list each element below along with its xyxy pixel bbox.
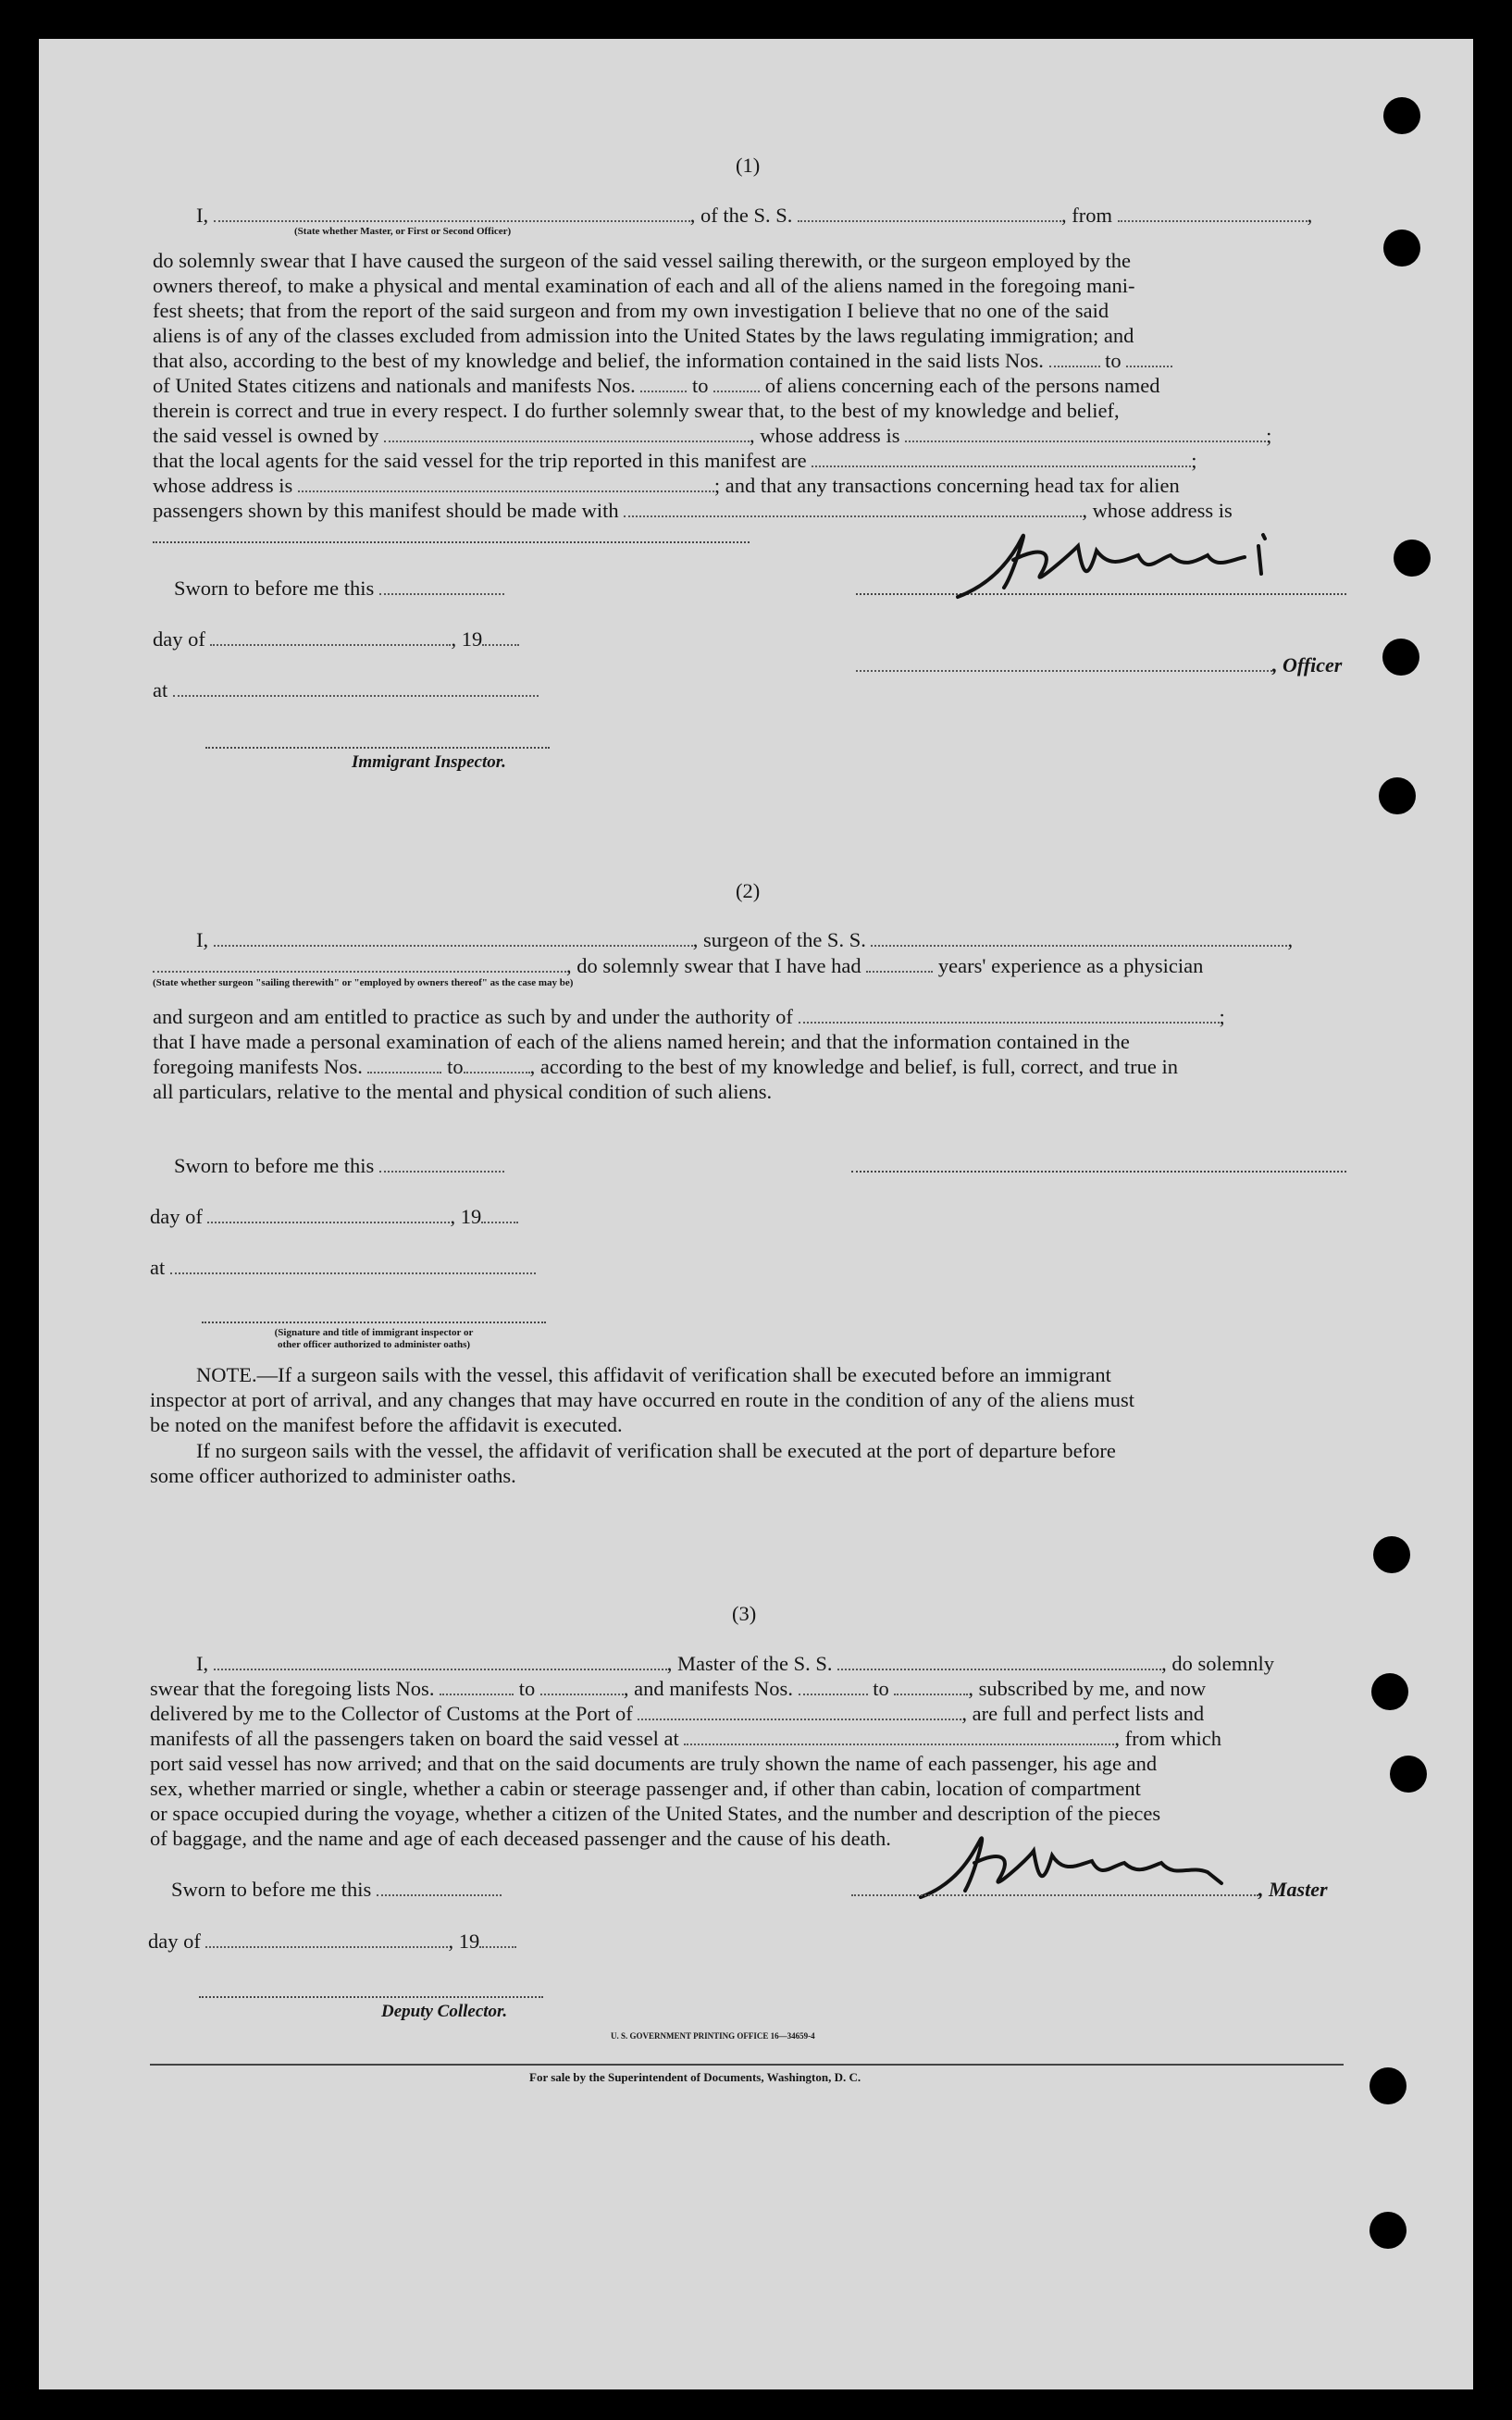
manifests-from-field[interactable]: [799, 1677, 868, 1695]
owner-address-field[interactable]: [905, 424, 1266, 442]
section-2-body-line: that I have made a personal examination of each of the aliens named herein; and that the information contained in the: [153, 1030, 1130, 1053]
section-1-line-i: I, , of the S. S. , from ,: [196, 204, 1313, 227]
section-3-port-line: [150, 1701, 1204, 1726]
from-which-text: , from which: [1114, 1727, 1221, 1750]
section-3-line-i: [196, 1651, 1274, 1676]
manifests-from-field[interactable]: [367, 1055, 441, 1073]
owned-by-text: the said vessel is owned by: [153, 424, 379, 447]
footer-rule: [150, 2064, 1344, 2066]
punch-hole: [1379, 777, 1416, 814]
master-name-field[interactable]: [214, 1652, 667, 1670]
section-1-sworn: [174, 576, 504, 601]
master-label: , Master: [1258, 1878, 1328, 1901]
section-3-body-line: port said vessel has now arrived; and that on the said documents are truly shown the name of each passenger, his age and: [150, 1752, 1158, 1775]
section-1-day-of: [153, 627, 519, 652]
signature-hint-line: (Signature and title of immigrant inspector or: [274, 1327, 474, 1338]
section-3-master: [851, 1877, 1328, 1902]
section-2-sworn: [174, 1153, 504, 1178]
sworn-label: Sworn to before me this: [174, 1154, 375, 1177]
place-field[interactable]: [173, 678, 539, 697]
section-3-vessel-at-line: [150, 1726, 1221, 1751]
year-label: , 19: [450, 1205, 482, 1228]
full-perfect-text: , are full and perfect lists and: [961, 1702, 1205, 1725]
head-tax-party-field[interactable]: [624, 499, 1082, 517]
opening-i: I,: [196, 204, 209, 227]
do-solemnly-text: , do solemnly: [1161, 1652, 1274, 1675]
day-of-label: day of: [148, 1930, 201, 1953]
surgeon-signature-line[interactable]: [851, 1171, 1346, 1173]
year-field[interactable]: [481, 1205, 518, 1223]
inspector-signature-field[interactable]: [202, 1322, 546, 1323]
section-1-body-line: owners thereof, to make a physical and mental examination of each and all of the aliens named in the foregoing mani-: [153, 274, 1135, 297]
section-1-agents-line: that the local agents for the said vessel for the trip reported in this manifest are ;: [153, 449, 1197, 472]
section-3-lists-line: [150, 1676, 1206, 1701]
authority-field[interactable]: [799, 1005, 1220, 1024]
manifests-text: of United States citizens and nationals and manifests Nos.: [153, 374, 636, 397]
punch-hole: [1382, 639, 1419, 676]
punch-hole: [1369, 2212, 1407, 2249]
lists-from-field[interactable]: [440, 1677, 514, 1695]
note-line: be noted on the manifest before the affidavit is executed.: [150, 1413, 623, 1436]
owner-field[interactable]: [384, 424, 750, 442]
punch-hole: [1373, 1536, 1410, 1573]
to-label: to: [692, 374, 709, 397]
officer-label: , Officer: [1272, 653, 1343, 676]
section-2-manifests-line: [153, 1054, 1178, 1079]
year-field[interactable]: [482, 627, 519, 646]
signature-hint-line: other officer authorized to administer oaths): [277, 1339, 471, 1350]
section-3-body-line: or space occupied during the voyage, whether a citizen of the United States, and the number and description of the pieces: [150, 1802, 1161, 1825]
whose-address-label: , whose address is: [1082, 499, 1233, 522]
surgeon-status-field[interactable]: [153, 954, 566, 973]
sworn-label: Sworn to before me this: [171, 1878, 372, 1901]
manifests-to-field[interactable]: [713, 374, 760, 392]
from-label: , from: [1061, 204, 1113, 227]
lists-text: that also, according to the best of my knowledge and belief, the information contained in the said lists Nos.: [153, 349, 1044, 372]
departure-port-field[interactable]: [684, 1727, 1114, 1745]
deputy-collector-label: Deputy Collector.: [381, 2002, 508, 2021]
inspector-signature-field[interactable]: [205, 747, 550, 749]
lists-to-field[interactable]: [1126, 349, 1172, 367]
address-continuation-field[interactable]: [153, 541, 750, 543]
years-field[interactable]: [866, 954, 933, 973]
note-line: some officer authorized to administer oaths.: [150, 1464, 516, 1487]
section-3-sworn: [171, 1877, 502, 1902]
at-label: at: [153, 678, 168, 701]
section-1-at: [153, 677, 539, 702]
section-1-lists-line: [153, 348, 1172, 373]
whose-address-text: whose address is: [153, 474, 293, 497]
section-1-address-line: [153, 473, 1180, 498]
section-1-owner-line: the said vessel is owned by , whose address is ;: [153, 424, 1272, 447]
years-experience-text: years' experience as a physician: [937, 954, 1204, 977]
taken-on-board-text: manifests of all the passengers taken on board the said vessel at: [150, 1727, 679, 1750]
section-1-body-line: fest sheets; that from the report of the said surgeon and from my own investigation I believe that no one of the said: [153, 299, 1109, 322]
punch-hole: [1383, 97, 1420, 134]
master-name-field[interactable]: [214, 204, 690, 222]
of-ss-label: , of the S. S.: [689, 204, 793, 227]
surgeon-hint: (State whether surgeon "sailing therewith" or "employed by owners thereof" as the case may be): [153, 977, 574, 988]
opening-i: I,: [196, 1652, 209, 1675]
section-2-at: [150, 1255, 536, 1280]
agents-text: that the local agents for the said vessel for the trip reported in this manifest are: [153, 449, 807, 472]
manifests-from-field[interactable]: [640, 374, 687, 392]
lists-text: swear that the foregoing lists Nos.: [150, 1677, 435, 1700]
authority-text: and surgeon and am entitled to practice as such by and under the authority of: [153, 1005, 793, 1028]
day-of-label: day of: [150, 1205, 203, 1228]
month-field[interactable]: [210, 627, 451, 646]
gpo-imprint: U. S. GOVERNMENT PRINTING OFFICE 16—34659-4: [611, 2031, 815, 2041]
passengers-text: passengers shown by this manifest should be made with: [153, 499, 619, 522]
master-hint: (State whether Master, or First or Second Officer): [294, 226, 512, 237]
punch-hole: [1390, 1756, 1427, 1793]
month-field[interactable]: [207, 1205, 450, 1223]
vessel-name-field[interactable]: [798, 204, 1061, 222]
at-label: at: [150, 1256, 166, 1279]
port-field[interactable]: [638, 1702, 961, 1720]
section-1-manifests-line: [153, 373, 1160, 398]
to-label: to: [1105, 349, 1122, 372]
manifests-to-field[interactable]: [464, 1055, 530, 1073]
section-3-body-line: of baggage, and the name and age of each deceased passenger and the cause of his death.: [150, 1827, 891, 1850]
vessel-name-field[interactable]: [837, 1652, 1161, 1670]
punch-hole: [1369, 2067, 1407, 2104]
master-of-label: , Master of the S. S.: [666, 1652, 833, 1675]
manifests-text: foregoing manifests Nos.: [153, 1055, 363, 1078]
aliens-concerning-text: of aliens concerning each of the persons named: [764, 374, 1160, 397]
note-line: inspector at port of arrival, and any changes that may have occurred en route in the condition of any of the aliens must: [150, 1388, 1135, 1411]
section-1-body-line: do solemnly swear that I have caused the surgeon of the said vessel sailing therewith, or the surgeon employed by the: [153, 249, 1132, 272]
agents-address-field[interactable]: [298, 474, 714, 492]
sale-notice: For sale by the Superintendent of Documents, Washington, D. C.: [529, 2070, 861, 2084]
and-manifests-text: , and manifests Nos.: [623, 1677, 793, 1700]
manifests-to-field[interactable]: [894, 1677, 968, 1695]
master-signature-1: [939, 518, 1328, 606]
agents-field[interactable]: [812, 449, 1191, 467]
month-field[interactable]: [205, 1930, 448, 1948]
master-signature-field[interactable]: [851, 1878, 1258, 1896]
punch-hole: [1371, 1673, 1408, 1710]
to-label: to: [873, 1677, 889, 1700]
head-tax-text: ; and that any transactions concerning head tax for alien: [713, 474, 1180, 497]
sworn-label: Sworn to before me this: [174, 577, 375, 600]
from-port-field[interactable]: [1118, 204, 1308, 222]
surgeon-name-field[interactable]: [214, 928, 693, 947]
surgeon-of-label: , surgeon of the S. S.: [692, 928, 866, 951]
section-2-number: (2): [736, 879, 761, 902]
year-label: , 19: [448, 1930, 480, 1953]
subscribed-text: , subscribed by me, and now: [968, 1677, 1207, 1700]
section-1-officer: [856, 652, 1342, 677]
section-2-authority-line: and surgeon and am entitled to practice as such by and under the authority of ;: [153, 1005, 1225, 1028]
punch-hole: [1383, 230, 1420, 267]
section-2-day-of: [150, 1204, 518, 1229]
according-text: , according to the best of my knowledge and belief, is full, correct, and true in: [529, 1055, 1179, 1078]
year-label: , 19: [451, 627, 483, 651]
to-label: to: [447, 1055, 464, 1078]
sworn-day-field[interactable]: [379, 577, 504, 595]
section-1-number: (1): [736, 154, 761, 177]
place-field[interactable]: [170, 1256, 536, 1274]
section-3-day-of: [148, 1929, 516, 1954]
swear-had-text: , do solemnly swear that I have had: [566, 954, 861, 977]
to-label: to: [518, 1677, 536, 1700]
signature-hint: [202, 1327, 546, 1351]
section-2-line-swear: [153, 953, 1203, 978]
year-field[interactable]: [479, 1930, 516, 1948]
delivered-text: delivered by me to the Collector of Customs at the Port of: [150, 1702, 633, 1725]
immigrant-inspector-label: Immigrant Inspector.: [352, 752, 506, 772]
whose-address-label: , whose address is: [749, 424, 900, 447]
lists-from-field[interactable]: [1049, 349, 1100, 367]
note-line: NOTE.—If a surgeon sails with the vessel, this affidavit of verification shall be executed before an immigrant: [196, 1363, 1111, 1386]
section-1-body-line: aliens is of any of the classes excluded from admission into the United States by the laws regulating immigration; and: [153, 324, 1134, 347]
sworn-day-field[interactable]: [377, 1878, 502, 1896]
punch-hole: [1394, 540, 1431, 577]
section-2-body-line: all particulars, relative to the mental and physical condition of such aliens.: [153, 1080, 773, 1103]
lists-to-field[interactable]: [540, 1677, 624, 1695]
deputy-signature-field[interactable]: [199, 1996, 543, 1998]
section-3-number: (3): [732, 1602, 757, 1625]
note-line: If no surgeon sails with the vessel, the affidavit of verification shall be executed at the port of departure before: [196, 1439, 1116, 1462]
sworn-day-field[interactable]: [379, 1154, 504, 1173]
officer-field[interactable]: [856, 653, 1272, 672]
opening-i: I,: [196, 928, 209, 951]
day-of-label: day of: [153, 627, 205, 651]
section-3-body-line: sex, whether married or single, whether a cabin or steerage passenger and, if other than cabin, location of compartment: [150, 1777, 1141, 1800]
section-1-body-line: therein is correct and true in every respect. I do further solemnly swear that, to the best of my knowledge and belief,: [153, 399, 1120, 422]
surgeon-vessel-field[interactable]: [871, 928, 1287, 947]
section-2-line-i: I, , surgeon of the S. S. ,: [196, 928, 1294, 951]
